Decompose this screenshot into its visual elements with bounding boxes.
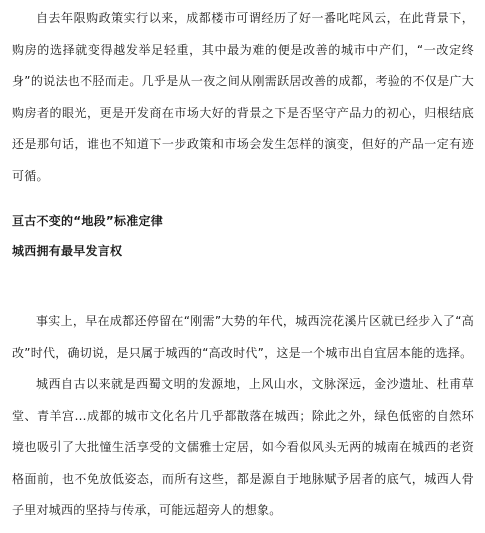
section-heading: 亘古不变的“地段”标准定律 — [12, 214, 164, 228]
paragraph-intro: 自去年限购政策实行以来，成都楼市可谓经历了好一番叱咤风云，在此背景下，购房的选择就变得越发举足轻重，其中最为难的便是改善的城市中产们，“一改定终身”的说法也不胫而走。几乎是从一夜之间从刚需跃居改善的成都，考验的不仅是广大购房者的眼光，更是开发商在市场大好的背景之下是否坚守产品力的初心，归根结底还是那句话，谁也不知道下一步政策和市场会发生怎样的演变，但好的产品一定有迹可循。 — [12, 11, 474, 183]
paragraph-west-culture: 城西自古以来就是西蜀文明的发源地，上风山水，文脉深远，金沙遗址、杜甫草堂、青羊宫…成都的城市文化名片几乎都散落在城西；除此之外，绿色低密的自然环境也吸引了大批憧生活享受的文儒雅士定居，如今看似风头无两的城南在城西的老资格面前，也不免放低姿态，而所有这些，都是源自于地脉赋予居者的底气，城西人骨子里对城西的坚持与传承，可能远超旁人的想象。 — [12, 377, 474, 518]
section-subheading: 城西拥有最早发言权 — [12, 244, 123, 258]
paragraph-high-improvement: 事实上，早在成都还停留在“刚需”大势的年代，城西浣花溪片区就已经步入了“高改”时代，确切说，是只属于城西的“高改时代”，这是一个城市出自宜居本能的选择。 — [12, 314, 474, 360]
